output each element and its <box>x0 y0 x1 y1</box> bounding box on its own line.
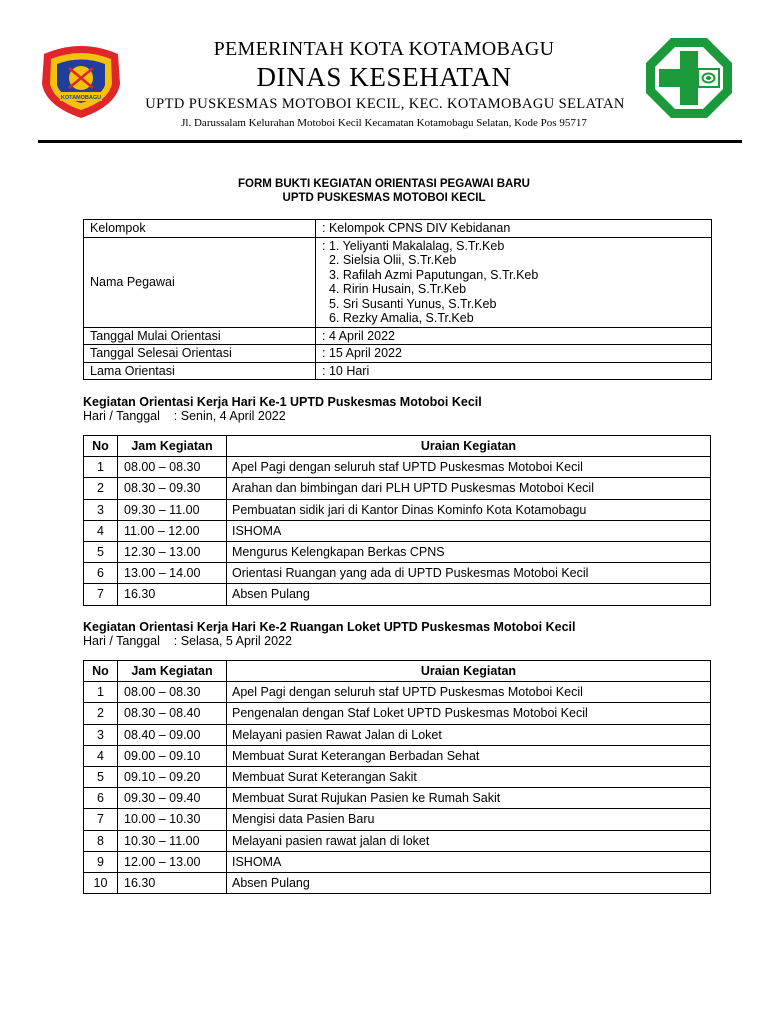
day1-activity-table <box>83 435 711 606</box>
cell-uraian: Arahan dan bimbingan dari PLH UPTD Puskesmas Motoboi Kecil <box>227 478 711 499</box>
cell-uraian: ISHOMA <box>227 520 711 541</box>
selesai-value: : 15 April 2022 <box>316 345 712 363</box>
cell-no: 10 <box>84 872 118 893</box>
employee-name-list <box>322 239 705 326</box>
cell-jam: 16.30 <box>118 584 227 605</box>
cell-jam: 10.30 – 11.00 <box>118 830 227 851</box>
cell-jam: 09.10 – 09.20 <box>118 766 227 787</box>
cell-jam: 08.00 – 08.30 <box>118 682 227 703</box>
cell-no: 5 <box>84 766 118 787</box>
cell-jam: 10.00 – 10.30 <box>118 809 227 830</box>
selesai-label: Tanggal Selesai Orientasi <box>84 345 316 363</box>
col-jam-header: Jam Kegiatan <box>118 661 227 682</box>
logo-left-text: KOTAMOBAGU <box>60 95 102 101</box>
cell-jam: 08.00 – 08.30 <box>118 457 227 478</box>
table-row <box>84 584 711 605</box>
table-row <box>84 851 711 872</box>
cell-no: 4 <box>84 520 118 541</box>
cell-no: 7 <box>84 809 118 830</box>
cell-uraian: Orientasi Ruangan yang ada di UPTD Puskesmas Motoboi Kecil <box>227 563 711 584</box>
table-header-row <box>84 661 711 682</box>
day2-title: Kegiatan Orientasi Kerja Hari Ke-2 Ruangan Loket UPTD Puskesmas Motoboi Kecil <box>83 620 576 634</box>
info-row-kelompok <box>84 220 712 238</box>
cell-no: 8 <box>84 830 118 851</box>
cell-no: 1 <box>84 682 118 703</box>
cell-jam: 09.30 – 11.00 <box>118 499 227 520</box>
cell-uraian: Membuat Surat Keterangan Sakit <box>227 766 711 787</box>
letterhead <box>0 0 768 150</box>
cell-no: 3 <box>84 724 118 745</box>
cell-no: 2 <box>84 703 118 724</box>
kelompok-label: Kelompok <box>84 220 316 238</box>
col-no-header: No <box>84 436 118 457</box>
cell-uraian: Apel Pagi dengan seluruh staf UPTD Puskesmas Motoboi Kecil <box>227 682 711 703</box>
employee-name: 2. Sielsia Olii, S.Tr.Keb <box>322 253 457 267</box>
cell-uraian: Absen Pulang <box>227 872 711 893</box>
day2-activity-table <box>83 660 711 894</box>
table-header-row <box>84 436 711 457</box>
cell-uraian: Membuat Surat Keterangan Berbadan Sehat <box>227 745 711 766</box>
cell-uraian: Apel Pagi dengan seluruh staf UPTD Puskesmas Motoboi Kecil <box>227 457 711 478</box>
col-jam-header: Jam Kegiatan <box>118 436 227 457</box>
lama-label: Lama Orientasi <box>84 362 316 380</box>
mulai-value: : 4 April 2022 <box>316 327 712 345</box>
employee-info-table <box>83 219 712 380</box>
day1-date: Hari / Tanggal : Senin, 4 April 2022 <box>83 409 286 423</box>
table-row <box>84 520 711 541</box>
employee-name: : 1. Yeliyanti Makalalag, S.Tr.Keb <box>322 238 505 253</box>
employee-name: 6. Rezky Amalia, S.Tr.Keb <box>322 311 474 325</box>
cell-uraian: ISHOMA <box>227 851 711 872</box>
cell-jam: 16.30 <box>118 872 227 893</box>
nama-label: Nama Pegawai <box>84 237 316 327</box>
cell-uraian: Melayani pasien rawat jalan di loket <box>227 830 711 851</box>
table-row <box>84 703 711 724</box>
employee-name: 4. Ririn Husain, S.Tr.Keb <box>322 282 467 296</box>
table-row <box>84 766 711 787</box>
table-row <box>84 499 711 520</box>
cell-no: 3 <box>84 499 118 520</box>
table-row <box>84 872 711 893</box>
day2-date: Hari / Tanggal : Selasa, 5 April 2022 <box>83 634 292 648</box>
table-row <box>84 563 711 584</box>
cell-no: 2 <box>84 478 118 499</box>
cell-jam: 12.00 – 13.00 <box>118 851 227 872</box>
health-cross-logo-icon <box>644 36 734 120</box>
lama-value: : 10 Hari <box>316 362 712 380</box>
info-row-selesai <box>84 345 712 363</box>
cell-jam: 09.00 – 09.10 <box>118 745 227 766</box>
table-row <box>84 745 711 766</box>
cell-uraian: Pembuatan sidik jari di Kantor Dinas Kominfo Kota Kotamobagu <box>227 499 711 520</box>
cell-jam: 08.30 – 09.30 <box>118 478 227 499</box>
agency-name: DINAS KESEHATAN <box>256 62 512 92</box>
employee-name: 5. Sri Susanti Yunus, S.Tr.Keb <box>322 296 497 311</box>
cell-uraian: Mengisi data Pasien Baru <box>227 809 711 830</box>
table-row <box>84 478 711 499</box>
cell-no: 9 <box>84 851 118 872</box>
col-uraian-header: Uraian Kegiatan <box>227 436 711 457</box>
address: Jl. Darussalam Kelurahan Motoboi Kecil Kecamatan Kotamobagu Selatan, Kode Pos 95717 <box>181 117 587 129</box>
mulai-label: Tanggal Mulai Orientasi <box>84 327 316 345</box>
table-row <box>84 541 711 562</box>
cell-jam: 13.00 – 14.00 <box>118 563 227 584</box>
cell-jam: 08.40 – 09.00 <box>118 724 227 745</box>
cell-no: 7 <box>84 584 118 605</box>
kelompok-value: : Kelompok CPNS DIV Kebidanan <box>316 220 712 238</box>
day1-rows <box>84 457 711 605</box>
government-name: PEMERINTAH KOTA KOTAMOBAGU <box>213 38 555 60</box>
info-row-nama <box>84 237 712 327</box>
cell-no: 5 <box>84 541 118 562</box>
table-row <box>84 682 711 703</box>
cell-uraian: Absen Pulang <box>227 584 711 605</box>
cell-jam: 09.30 – 09.40 <box>118 788 227 809</box>
cell-uraian: Mengurus Kelengkapan Berkas CPNS <box>227 541 711 562</box>
info-row-mulai <box>84 327 712 345</box>
employee-name: 3. Rafilah Azmi Paputungan, S.Tr.Keb <box>322 267 539 282</box>
table-row <box>84 830 711 851</box>
form-title: FORM BUKTI KEGIATAN ORIENTASI PEGAWAI BARU <box>238 178 530 190</box>
cell-uraian: Membuat Surat Rujukan Pasien ke Rumah Sakit <box>227 788 711 809</box>
cell-no: 4 <box>84 745 118 766</box>
day1-title: Kegiatan Orientasi Kerja Hari Ke-1 UPTD Puskesmas Motoboi Kecil <box>83 395 482 409</box>
table-row <box>84 809 711 830</box>
col-no-header: No <box>84 661 118 682</box>
cell-no: 1 <box>84 457 118 478</box>
table-row <box>84 724 711 745</box>
cell-uraian: Pengenalan dengan Staf Loket UPTD Puskesmas Motoboi Kecil <box>227 703 711 724</box>
form-subtitle: UPTD PUSKESMAS MOTOBOI KECIL <box>282 192 486 204</box>
cell-no: 6 <box>84 788 118 809</box>
table-row <box>84 457 711 478</box>
col-uraian-header: Uraian Kegiatan <box>227 661 711 682</box>
cell-no: 6 <box>84 563 118 584</box>
info-row-lama <box>84 362 712 380</box>
cell-uraian: Melayani pasien Rawat Jalan di Loket <box>227 724 711 745</box>
letterhead-divider <box>38 140 742 143</box>
nama-values <box>316 237 712 327</box>
cell-jam: 11.00 – 12.00 <box>118 520 227 541</box>
table-row <box>84 788 711 809</box>
cell-jam: 08.30 – 08.40 <box>118 703 227 724</box>
cell-jam: 12.30 – 13.00 <box>118 541 227 562</box>
unit-name: UPTD PUSKESMAS MOTOBOI KECIL, KEC. KOTAMOBAGU SELATAN <box>145 96 625 112</box>
day2-rows <box>84 682 711 894</box>
